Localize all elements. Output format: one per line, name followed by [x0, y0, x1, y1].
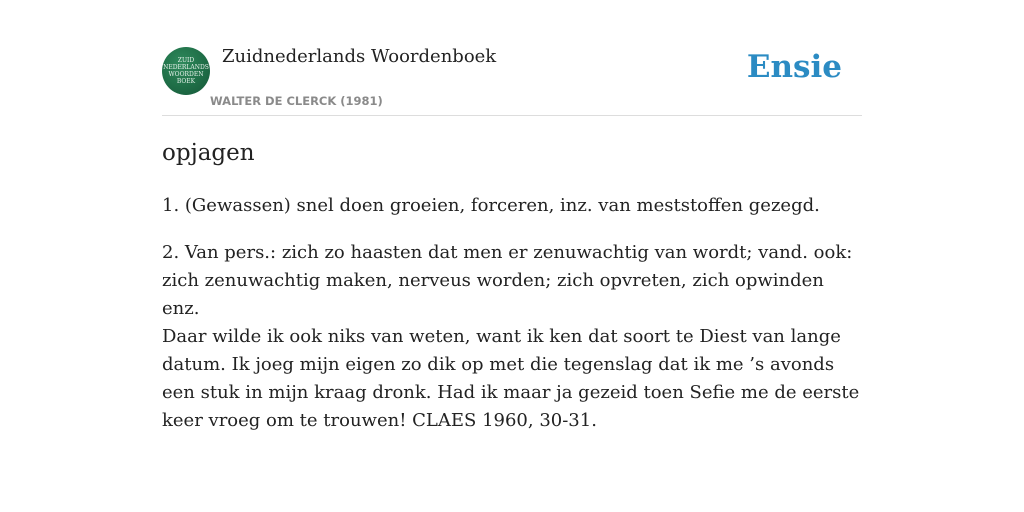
logo-line: WOORDEN — [168, 71, 204, 78]
logo-line: NEDERLANDS — [163, 64, 209, 71]
logo-line: ZUID — [177, 57, 195, 64]
header — [162, 0, 862, 116]
example-quote: Daar wilde ik ook niks van weten, want ik ken dat soort te Diest van lange datum. Ik joeg mijn eigen zo dik op met die tegenslag dat ik me ’s avonds een stuk in mijn kraag dronk. Had ik maar ja gezeid toen Sefie me de eerste keer vroeg om te trouwen! CLAES 1960, 30-31. — [162, 326, 860, 431]
ensie-logo-link[interactable]: Ensie — [746, 49, 842, 85]
logo-line: BOEK — [176, 78, 196, 85]
book-title[interactable]: Zuidnederlands Woordenboek — [222, 46, 497, 67]
book-author: WALTER DE CLERCK (1981) — [210, 94, 383, 108]
book-logo[interactable] — [162, 47, 210, 95]
definition-2: 2. Van pers.: zich zo haasten dat men er zenuwachtig van wordt; vand. ook: zich zenuwachtig maken, nerveus worden; zich opvreten, zich opwinden enz. — [162, 242, 853, 319]
definition-1: 1. (Gewassen) snel doen groeien, forceren, inz. van meststoffen gezegd. — [162, 195, 820, 216]
page-container — [162, 0, 862, 431]
entry-headword: opjagen — [162, 140, 255, 166]
